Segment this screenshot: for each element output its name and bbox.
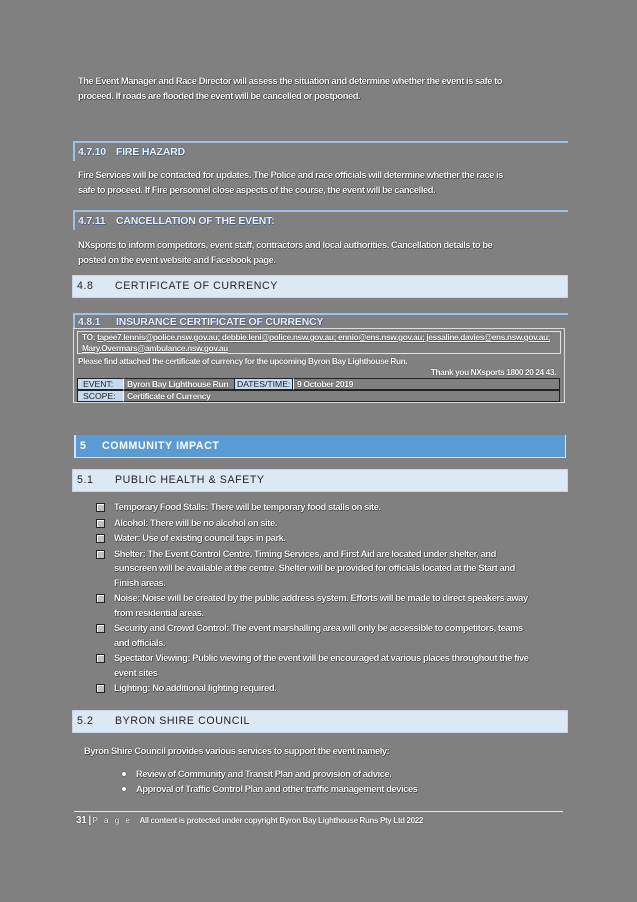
section-title: BYRON SHIRE COUNCIL — [115, 715, 251, 727]
bullet-text: Approval of Traffic Control Plan and other traffic management devices — [136, 782, 418, 794]
checklist-item — [96, 531, 566, 546]
cancellation-line-2: posted on the event website and Facebook page. — [78, 253, 276, 265]
checklist-item — [96, 621, 566, 650]
checklist-item — [96, 500, 566, 515]
page-footer — [76, 815, 566, 826]
heading-cancellation — [73, 210, 568, 230]
item-text: Spectator Viewing: Public viewing of the event will be encouraged at various places throughout the five — [114, 652, 529, 663]
checkbox-icon[interactable] — [96, 654, 105, 663]
public-health-checklist — [96, 500, 566, 696]
section-number: 5.2 — [77, 715, 94, 727]
section-title: FIRE HAZARD — [116, 146, 185, 158]
checkbox-icon[interactable] — [96, 594, 105, 603]
checklist-item — [96, 516, 566, 531]
section-title: COMMUNITY IMPACT — [102, 440, 220, 452]
item-text: Alcohol: There will be no alcohol on site. — [114, 516, 277, 528]
to-label: TO: — [82, 332, 96, 342]
byron-council-intro: Byron Shire Council provides various services to support the event namely: — [84, 745, 390, 756]
section-number: 5 — [80, 440, 87, 452]
item-text: Lighting: No additional lighting required. — [114, 682, 277, 693]
section-title: CERTIFICATE OF CURRENCY — [115, 280, 278, 292]
copyright-text: All content is protected under copyright Byron Bay Lighthouse Runs Pty Ltd 2022 — [139, 816, 423, 825]
section-number: 4.8.1 — [78, 316, 101, 328]
section-title: INSURANCE CERTIFICATE OF CURRENCY — [116, 316, 324, 328]
checklist-item — [96, 651, 566, 680]
section-title: CANCELLATION OF THE EVENT: — [116, 215, 275, 227]
bullet-text: Review of Community and Transit Plan and provision of advice. — [136, 768, 392, 779]
event-value: Byron Bay Lighthouse Run — [123, 378, 235, 390]
checklist-item — [96, 681, 566, 696]
section-number: 4.7.10 — [78, 146, 106, 158]
bullet-item — [120, 767, 560, 782]
section-number: 5.1 — [77, 474, 94, 486]
intro-line-1: The Event Manager and Race Director will assess the situation and determine whether the event is safe to — [78, 75, 503, 86]
checkbox-icon[interactable] — [96, 684, 105, 693]
page-word: P a g e — [92, 816, 132, 825]
item-text: Temporary Food Stalls: There will be temporary food stalls on site. — [114, 501, 381, 512]
bullet-icon — [122, 772, 126, 776]
footer-rule — [74, 811, 563, 812]
item-text: event sites — [114, 666, 158, 678]
section-title: PUBLIC HEALTH & SAFETY — [115, 474, 265, 486]
certificate-sign-off: Thank you NXsports 1800 20 24 43. — [430, 367, 556, 377]
scope-value: Certificate of Currency — [123, 390, 560, 402]
heading-fire-hazard — [73, 141, 568, 161]
recipients-line-2[interactable]: Mary.Overmars@ambulance.nsw.gov.au — [82, 342, 228, 353]
event-label: EVENT: — [77, 378, 124, 390]
fire-hazard-line-1: Fire Services will be contacted for updates. The Police and race officials will determine whether the race is — [78, 169, 504, 180]
checkbox-icon[interactable] — [96, 624, 105, 633]
item-text: Noise: Noise will be created by the public address system. Efforts will be made to direct speakers away — [114, 592, 528, 603]
recipients-line-1[interactable]: tapee7.lennis@police.nsw.gov.au; debbie.leni@police.nsw.gov.au; ennio@ens.nsw.gov.au; jessaline.davies@ens.nsw.gov.au; — [97, 332, 551, 342]
dates-label: DATES/TIME: — [234, 378, 293, 390]
scope-label: SCOPE: — [77, 390, 124, 402]
fire-hazard-line-2: safe to proceed. If Fire personnel close aspects of the course, the event will be cancelled. — [78, 183, 436, 195]
heading-public-health-safety — [72, 469, 568, 492]
cancellation-paragraph — [78, 238, 568, 267]
bullet-item — [120, 782, 560, 797]
section-number: 4.8 — [77, 280, 94, 292]
dates-value: 9 October 2019 — [293, 378, 560, 390]
section-number: 4.7.11 — [78, 215, 106, 227]
checklist-item — [96, 591, 566, 620]
checkbox-icon[interactable] — [96, 503, 105, 512]
page-number: 31 — [76, 815, 87, 826]
intro-line-2: proceed. If roads are flooded the event will be cancelled or postponed. — [78, 89, 361, 101]
checkbox-icon[interactable] — [96, 519, 105, 528]
heading-insurance-certificate — [73, 313, 568, 329]
item-text: Water: Use of existing council taps in park. — [114, 532, 286, 543]
checklist-item — [96, 547, 566, 591]
byron-council-bullets — [120, 767, 560, 796]
checkbox-icon[interactable] — [96, 550, 105, 559]
checkbox-icon[interactable] — [96, 534, 105, 543]
fire-hazard-paragraph — [78, 168, 568, 197]
footer-separator: | — [88, 815, 91, 826]
certificate-box — [73, 328, 565, 403]
item-text: Shelter: The Event Control Centre, Timing Services, and First Aid are located under shelter, and — [114, 547, 496, 559]
recipients-box — [77, 331, 561, 354]
heading-certificate-of-currency — [72, 275, 568, 298]
item-text: and officials. — [114, 636, 166, 648]
heading-byron-shire-council — [72, 710, 568, 733]
item-text: Security and Crowd Control: The event marshalling area will only be accessible to competitors, teams — [114, 622, 523, 633]
item-text: Finish areas. — [114, 576, 166, 588]
item-text: from residential areas. — [114, 606, 204, 618]
item-text: sunscreen will be available at the centre. Shelter will be provided for officials located at the Start and — [114, 562, 515, 573]
certificate-message: Please find attached the certificate of currency for the upcoming Byron Bay Lighthouse Run. — [78, 356, 408, 366]
cancellation-line-1: NXsports to inform competitors, event staff, contractors and local authorities. Cancellation details to be — [78, 239, 493, 250]
intro-paragraph — [78, 74, 568, 103]
heading-community-impact — [74, 435, 566, 458]
bullet-icon — [122, 787, 126, 791]
